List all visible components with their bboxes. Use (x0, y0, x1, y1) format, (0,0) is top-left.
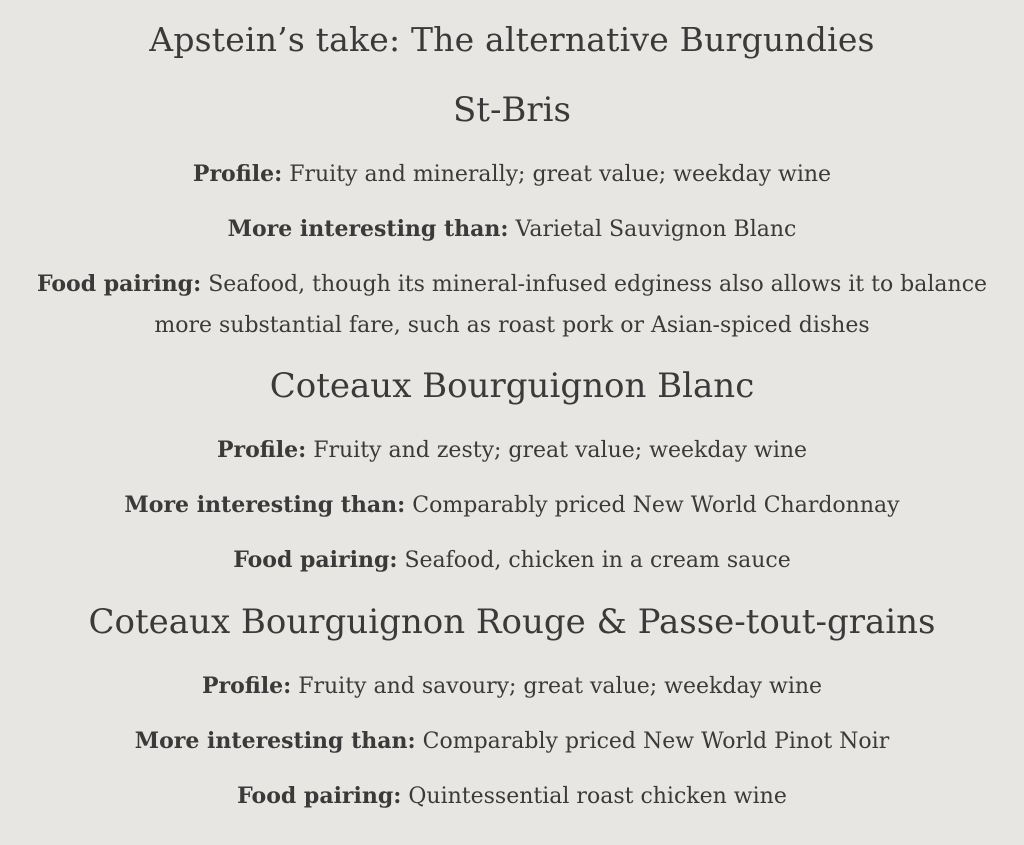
section-heading-coteaux-rouge: Coteaux Bourguignon Rouge & Passe-tout-grains (88, 602, 936, 642)
page-title: Apstein’s take: The alternative Burgundies (149, 20, 875, 59)
food-line (20, 776, 1004, 817)
food-line (20, 540, 1004, 581)
profile-line (20, 666, 1004, 707)
profile-text: Fruity and minerally; great value; weekday wine (289, 162, 832, 187)
food-label: Food pairing: (237, 783, 402, 809)
interesting-line (20, 209, 1004, 250)
food-text: Quintessential roast chicken wine (408, 784, 787, 809)
interesting-label: More interesting than: (227, 216, 509, 242)
profile-label: Profile: (216, 437, 307, 463)
profile-label: Profile: (192, 161, 283, 187)
profile-line (20, 154, 1004, 195)
profile-label: Profile: (201, 673, 292, 699)
section-heading-coteaux-blanc: Coteaux Bourguignon Blanc (269, 366, 755, 406)
profile-line (20, 430, 1004, 471)
interesting-text: Varietal Sauvignon Blanc (515, 217, 797, 242)
profile-text: Fruity and zesty; great value; weekday wine (313, 438, 808, 463)
interesting-text: Comparably priced New World Pinot Noir (422, 729, 890, 754)
interesting-line (20, 721, 1004, 762)
interesting-label: More interesting than: (134, 728, 416, 754)
interesting-text: Comparably priced New World Chardonnay (412, 493, 900, 518)
food-line (20, 264, 1004, 346)
section-heading-st-bris: St-Bris (452, 90, 571, 130)
food-text: Seafood, though its mineral-infused edginess also allows it to balance more substantial fare, such as roast pork or Asian-spiced dishes (154, 272, 988, 338)
interesting-line (20, 485, 1004, 526)
food-label: Food pairing: (233, 547, 398, 573)
profile-text: Fruity and savoury; great value; weekday wine (298, 674, 823, 699)
food-label: Food pairing: (36, 271, 202, 297)
interesting-label: More interesting than: (124, 492, 406, 518)
food-text: Seafood, chicken in a cream sauce (404, 548, 791, 573)
